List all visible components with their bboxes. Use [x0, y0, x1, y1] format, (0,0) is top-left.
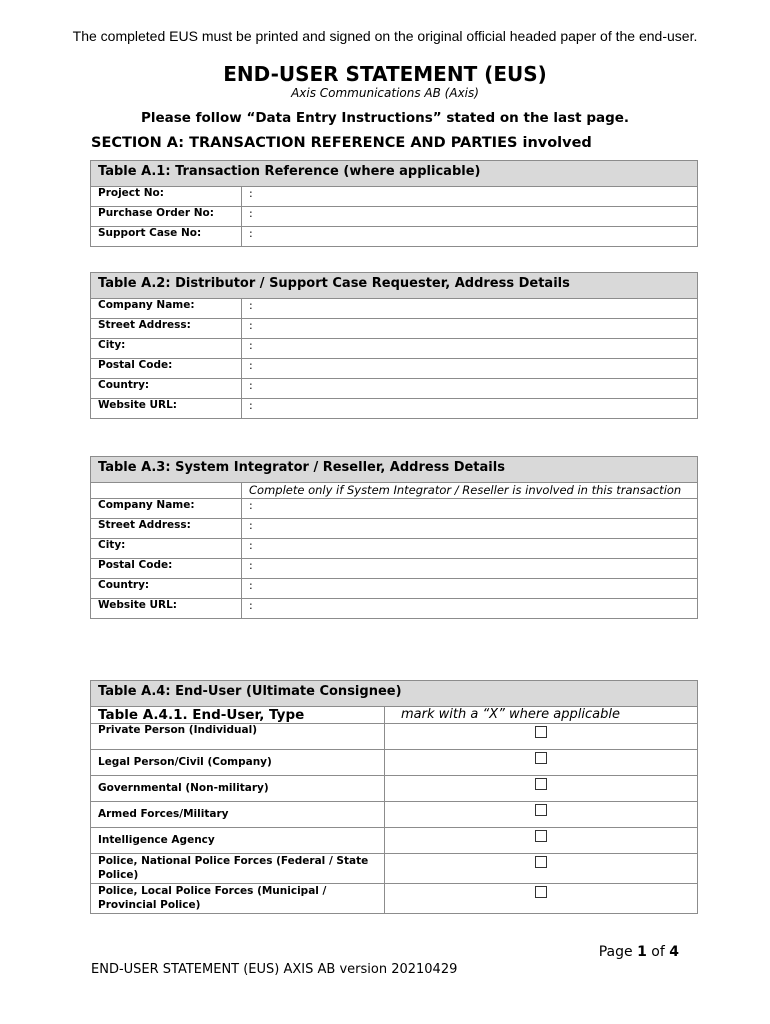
integrator-country-field[interactable] — [242, 579, 698, 599]
empty-checkbox-icon[interactable] — [535, 752, 547, 764]
page-label: Page — [598, 944, 633, 960]
type-legal-person-label: Legal Person/Civil (Company) — [91, 750, 385, 776]
table-row — [91, 483, 698, 499]
distributor-country-label: Country: — [91, 379, 242, 399]
table-row — [91, 776, 698, 802]
type-intelligence-agency-label: Intelligence Agency — [91, 828, 385, 854]
type-local-police-label: Police, Local Police Forces (Municipal / Provincial Police) — [91, 884, 385, 914]
table-row — [91, 319, 698, 339]
type-armed-forces-label: Armed Forces/Military — [91, 802, 385, 828]
table-row — [91, 707, 698, 724]
table-row — [91, 854, 698, 884]
integrator-street-address-field[interactable] — [242, 519, 698, 539]
field-colon: : — [249, 207, 253, 220]
table-row — [91, 227, 698, 247]
empty-checkbox-icon[interactable] — [535, 830, 547, 842]
table-row — [91, 519, 698, 539]
project-no-field[interactable] — [242, 187, 698, 207]
support-case-no-field[interactable] — [242, 227, 698, 247]
mark-instruction: mark with a “X” where applicable — [385, 707, 698, 724]
table-row — [91, 207, 698, 227]
distributor-website-url-field[interactable] — [242, 399, 698, 419]
field-colon: : — [249, 319, 253, 332]
table-a1 — [90, 160, 698, 247]
field-colon: : — [249, 579, 253, 592]
type-governmental-label: Governmental (Non-military) — [91, 776, 385, 802]
table-row — [91, 379, 698, 399]
table-row — [91, 884, 698, 914]
field-colon: : — [249, 187, 253, 200]
integrator-company-name-label: Company Name: — [91, 499, 242, 519]
distributor-company-name-field[interactable] — [242, 299, 698, 319]
field-colon: : — [249, 399, 253, 412]
table-row — [91, 399, 698, 419]
empty-checkbox-icon[interactable] — [535, 726, 547, 738]
distributor-city-label: City: — [91, 339, 242, 359]
empty-checkbox-icon[interactable] — [535, 804, 547, 816]
instructions-note: Please follow “Data Entry Instructions” stated on the last page. — [140, 110, 630, 126]
table-row — [91, 828, 698, 854]
distributor-city-field[interactable] — [242, 339, 698, 359]
distributor-postal-code-label: Postal Code: — [91, 359, 242, 379]
table-a4-title: Table A.4: End-User (Ultimate Consignee) — [91, 681, 698, 707]
document-subtitle: Axis Communications AB (Axis) — [291, 86, 479, 100]
field-colon: : — [249, 227, 253, 240]
integrator-note: Complete only if System Integrator / Reseller is involved in this transaction — [242, 483, 698, 499]
table-a4 — [90, 680, 698, 914]
table-row — [91, 299, 698, 319]
integrator-street-address-label: Street Address: — [91, 519, 242, 539]
integrator-website-url-label: Website URL: — [91, 599, 242, 619]
table-row — [91, 559, 698, 579]
page-total: 4 — [669, 944, 679, 960]
type-national-police-label: Police, National Police Forces (Federal / State Police) — [91, 854, 385, 884]
field-colon: : — [249, 359, 253, 372]
section-a-heading: SECTION A: TRANSACTION REFERENCE AND PARTIES involved — [91, 135, 592, 151]
table-row — [91, 339, 698, 359]
distributor-website-url-label: Website URL: — [91, 399, 242, 419]
table-row — [91, 539, 698, 559]
table-row — [91, 359, 698, 379]
table-a2 — [90, 272, 698, 419]
document-footer: END-USER STATEMENT (EUS) AXIS AB version 20210429 — [91, 962, 458, 977]
type-private-person-label: Private Person (Individual) — [91, 724, 385, 750]
table-row — [91, 750, 698, 776]
print-notice: The completed EUS must be printed and signed on the original official headed paper of the end-user. — [72, 28, 698, 44]
field-colon: : — [249, 599, 253, 612]
integrator-postal-code-field[interactable] — [242, 559, 698, 579]
field-colon: : — [249, 339, 253, 352]
integrator-city-field[interactable] — [242, 539, 698, 559]
empty-checkbox-icon[interactable] — [535, 856, 547, 868]
field-colon: : — [249, 559, 253, 572]
integrator-city-label: City: — [91, 539, 242, 559]
integrator-country-label: Country: — [91, 579, 242, 599]
integrator-website-url-field[interactable] — [242, 599, 698, 619]
field-colon: : — [249, 539, 253, 552]
field-colon: : — [249, 519, 253, 532]
field-colon: : — [249, 499, 253, 512]
table-a1-title: Table A.1: Transaction Reference (where applicable) — [91, 161, 698, 187]
project-no-label: Project No: — [91, 187, 242, 207]
table-a3-title: Table A.3: System Integrator / Reseller, Address Details — [91, 457, 698, 483]
table-row — [91, 599, 698, 619]
table-row — [91, 802, 698, 828]
integrator-postal-code-label: Postal Code: — [91, 559, 242, 579]
table-a2-title: Table A.2: Distributor / Support Case Requester, Address Details — [91, 273, 698, 299]
distributor-street-address-field[interactable] — [242, 319, 698, 339]
page-current: 1 — [637, 944, 647, 960]
empty-checkbox-icon[interactable] — [535, 778, 547, 790]
empty-cell — [91, 483, 242, 499]
field-colon: : — [249, 299, 253, 312]
distributor-company-name-label: Company Name: — [91, 299, 242, 319]
page-number — [599, 944, 679, 961]
table-row — [91, 724, 698, 750]
distributor-street-address-label: Street Address: — [91, 319, 242, 339]
end-user-type-heading: Table A.4.1. End-User, Type — [91, 707, 385, 724]
page-of: of — [651, 944, 665, 960]
support-case-no-label: Support Case No: — [91, 227, 242, 247]
table-row — [91, 187, 698, 207]
integrator-company-name-field[interactable] — [242, 499, 698, 519]
field-colon: : — [249, 379, 253, 392]
distributor-postal-code-field[interactable] — [242, 359, 698, 379]
table-a3 — [90, 456, 698, 619]
distributor-country-field[interactable] — [242, 379, 698, 399]
table-row — [91, 579, 698, 599]
table-row — [91, 499, 698, 519]
purchase-order-no-label: Purchase Order No: — [91, 207, 242, 227]
purchase-order-no-field[interactable] — [242, 207, 698, 227]
document-title: END-USER STATEMENT (EUS) — [223, 62, 547, 86]
empty-checkbox-icon[interactable] — [535, 886, 547, 898]
